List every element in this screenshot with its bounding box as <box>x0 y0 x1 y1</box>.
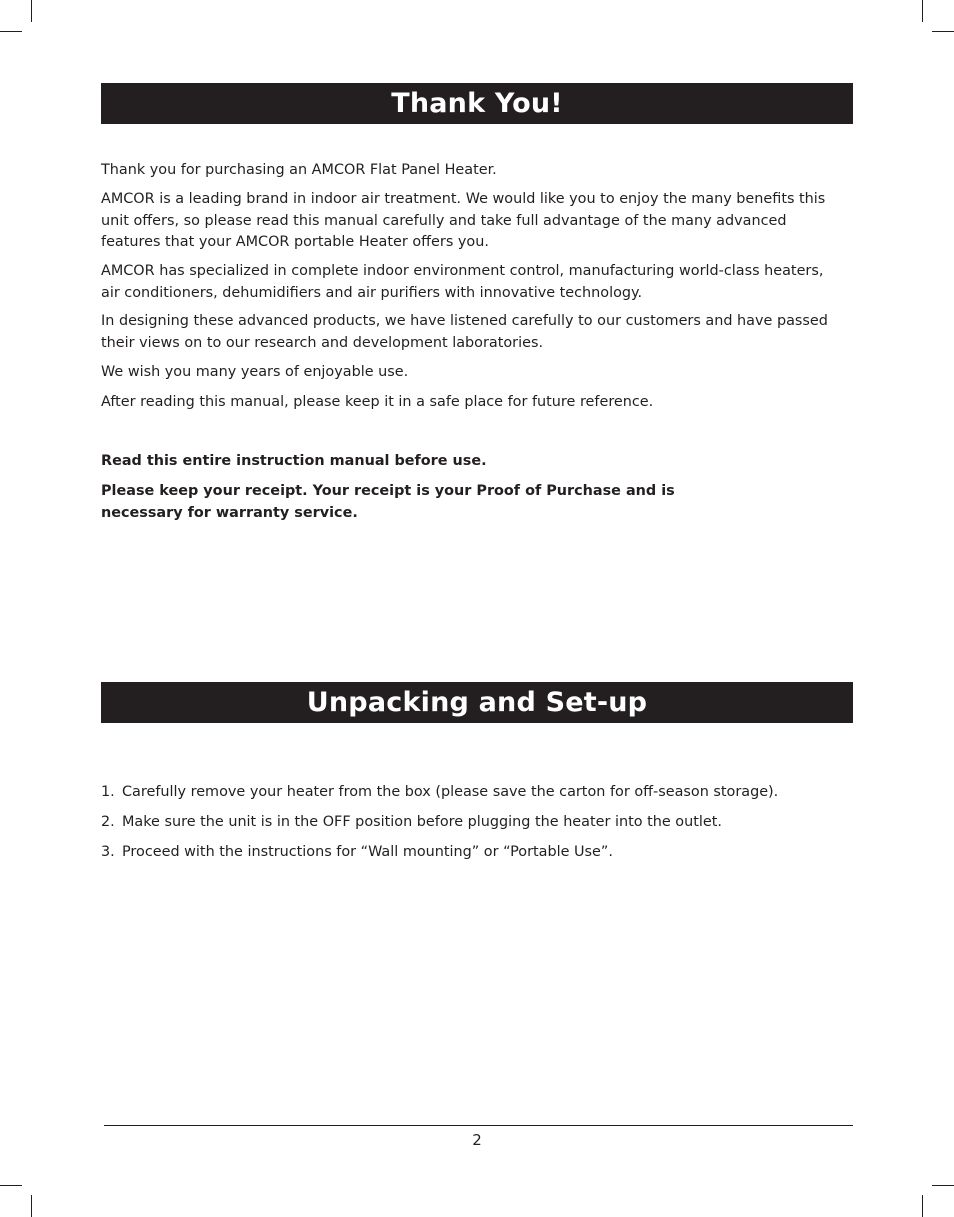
list-item <box>101 782 841 804</box>
notice-keep-receipt: Please keep your receipt. Your receipt is your Proof of Purchase and is necessary for warranty service. <box>101 483 675 521</box>
list-item-number: 1. <box>101 784 115 800</box>
list-item-number: 3. <box>101 844 115 860</box>
list-item-text: Carefully remove your heater from the box (please save the carton for off-season storage). <box>122 784 779 800</box>
crop-mark <box>31 1195 32 1217</box>
crop-mark <box>922 0 923 22</box>
paragraph-wish: We wish you many years of enjoyable use. <box>101 364 409 380</box>
list-item <box>101 812 841 834</box>
paragraph-specialization: AMCOR has specialized in complete indoor environment control, manufacturing world-class heaters, air conditioners, dehumidifiers and air purifiers with innovative technology. <box>101 263 824 301</box>
notice-read-manual: Read this entire instruction manual before use. <box>101 453 487 469</box>
crop-mark <box>31 0 32 22</box>
unpacking-heading: Unpacking and Set-up <box>101 682 853 723</box>
paragraph-design: In designing these advanced products, we have listened carefully to our customers and have passed their views on to our research and development laboratories. <box>101 313 828 351</box>
crop-mark <box>922 1195 923 1217</box>
paragraph-keep-manual: After reading this manual, please keep it in a safe place for future reference. <box>101 394 654 410</box>
page-number: 2 <box>472 1131 482 1149</box>
crop-mark <box>932 31 954 32</box>
paragraph-intro: Thank you for purchasing an AMCOR Flat Panel Heater. <box>101 162 497 178</box>
crop-mark <box>0 31 22 32</box>
thank-you-heading: Thank You! <box>101 83 853 124</box>
crop-mark <box>0 1185 22 1186</box>
list-item-text: Proceed with the instructions for “Wall mounting” or “Portable Use”. <box>122 844 613 860</box>
list-item <box>101 842 841 864</box>
list-item-text: Make sure the unit is in the OFF position before plugging the heater into the outlet. <box>122 814 722 830</box>
crop-mark <box>932 1185 954 1186</box>
list-item-number: 2. <box>101 814 115 830</box>
paragraph-brand: AMCOR is a leading brand in indoor air treatment. We would like you to enjoy the many benefits this unit offers, so please read this manual carefully and take full advantage of the many advanced features that your AMCOR portable Heater offers you. <box>101 191 826 250</box>
footer-divider <box>104 1125 853 1126</box>
